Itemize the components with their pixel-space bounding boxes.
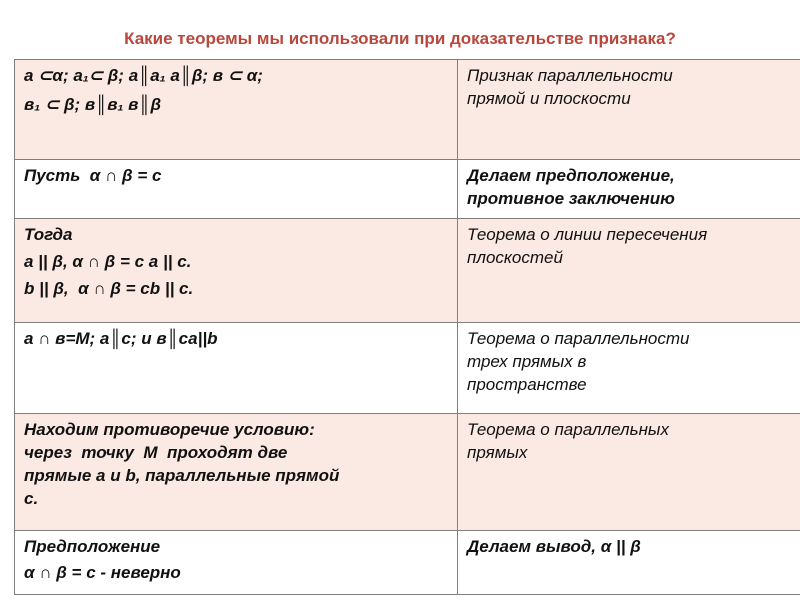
reason-text: Делаем предположение, противное заключению (467, 165, 675, 208)
table-row (15, 323, 800, 413)
page-title: Какие теоремы мы использовали при доказательстве признака? (124, 29, 676, 48)
statement-line: b || β, α ∩ β = сb || с. (24, 278, 194, 298)
reason-text: Делаем вывод, α || β (467, 536, 641, 556)
table-row (15, 530, 800, 594)
reason-text: Признак параллельности прямой и плоскости (467, 66, 673, 108)
statement-cell (15, 413, 458, 530)
reason-text: Теорема о параллельных прямых (467, 419, 669, 462)
statement-line: α ∩ β = с - неверно (24, 562, 181, 582)
reason-cell (458, 530, 800, 594)
statement-line: а ⊂α; а₁⊂ β; а║а₁ а║β; в ⊂ α; (24, 66, 263, 85)
table-row (15, 413, 800, 530)
statement-cell (15, 218, 458, 323)
statement-line: Находим противоречие условию: через точку М проходят две прямые а и b, параллельные прямой с. (24, 419, 340, 508)
reason-cell (458, 413, 800, 530)
proof-table (14, 59, 800, 595)
statement-line: Предположение (24, 536, 161, 556)
table-row (15, 60, 800, 160)
reason-cell (458, 218, 800, 323)
reason-cell (458, 60, 800, 160)
reason-text: Теорема о параллельности трех прямых в пространстве (467, 329, 690, 395)
statement-line: в₁ ⊂ β; в║в₁ в║β (24, 95, 162, 114)
reason-cell (458, 323, 800, 413)
statement-line: Тогда (24, 224, 73, 244)
statement-cell (15, 60, 458, 160)
reason-cell (458, 159, 800, 218)
table-row (15, 159, 800, 218)
statement-cell (15, 530, 458, 594)
reason-text: Теорема о линии пересечения плоскостей (467, 224, 708, 267)
statement-line: а ∩ в=М; а║с; и в║сa||b (24, 329, 218, 349)
statement-cell (15, 159, 458, 218)
statement-line: a || β, α ∩ β = с a || с. (24, 251, 192, 271)
statement-line: Пусть α ∩ β = с (24, 165, 162, 185)
table-row (15, 218, 800, 323)
statement-cell (15, 323, 458, 413)
